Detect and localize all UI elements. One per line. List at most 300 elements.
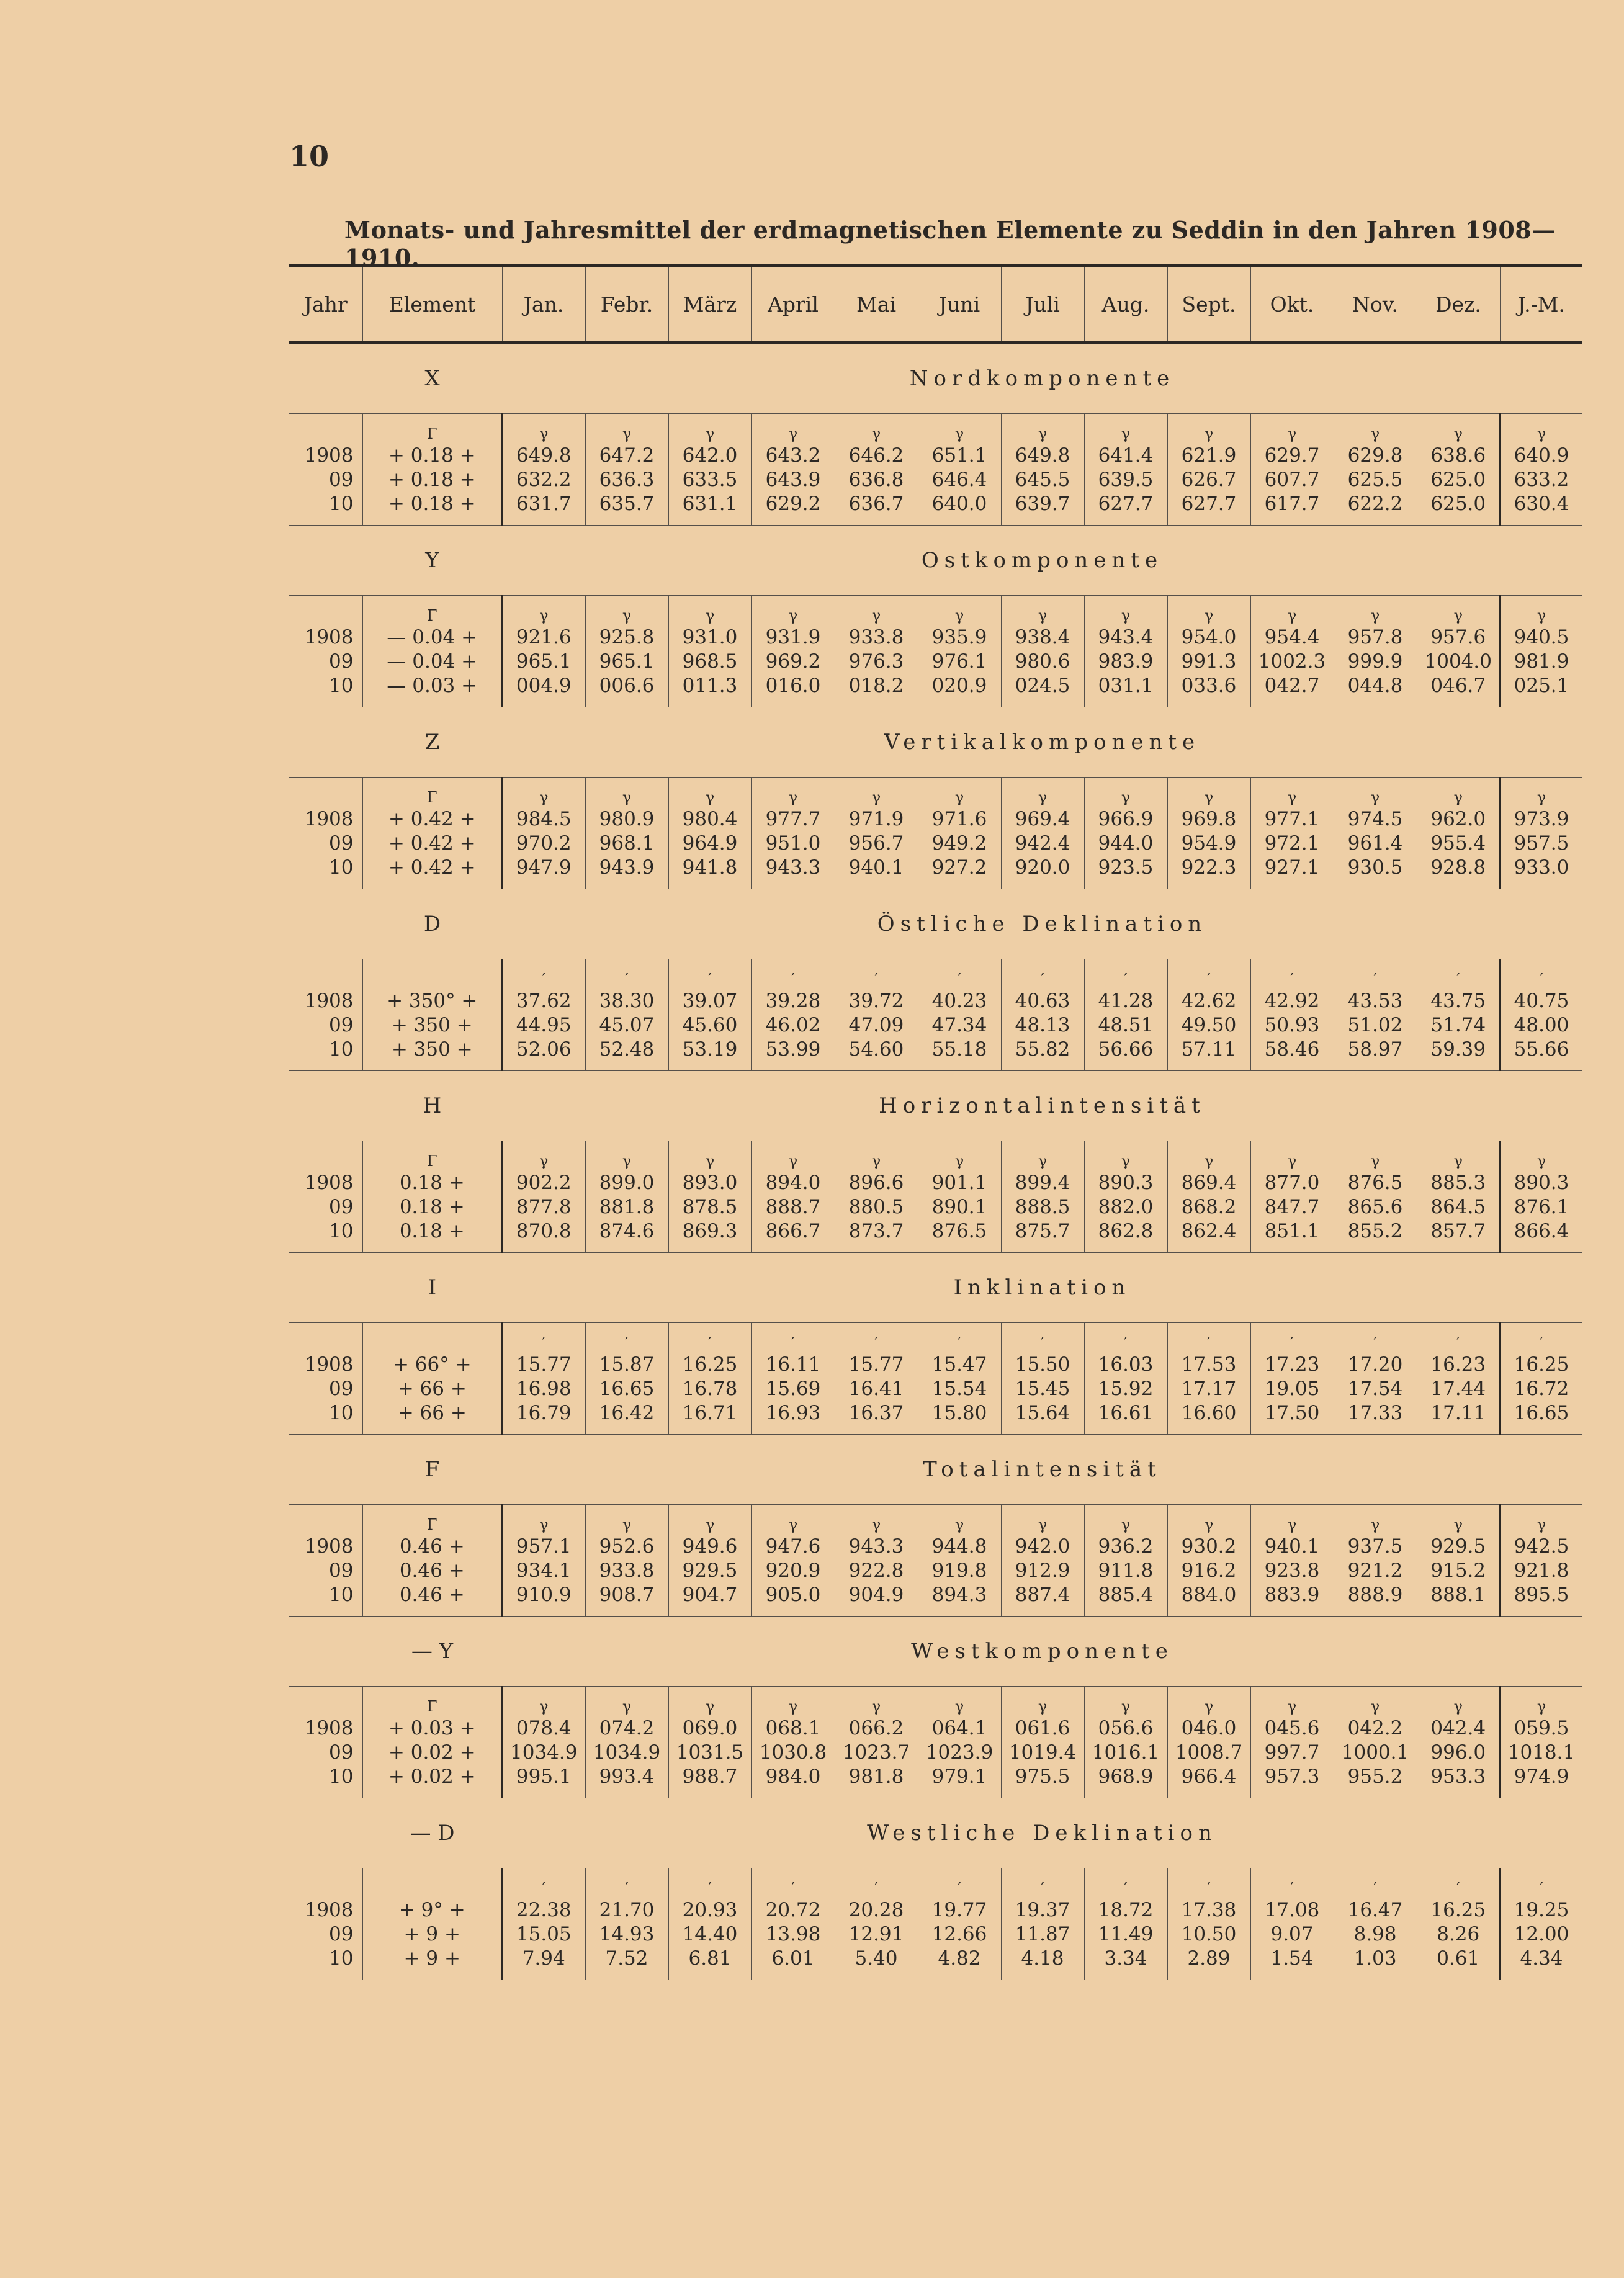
value-cell: 631.7: [502, 491, 585, 526]
unit-value: ′: [668, 1868, 751, 1898]
table-row: [289, 1716, 1582, 1740]
section-spacer: [289, 707, 362, 778]
unit-value: γ: [1334, 596, 1417, 626]
value-cell: 927.2: [918, 855, 1001, 889]
value-cell: 876.5: [918, 1219, 1001, 1253]
unit-value: ′: [1334, 1868, 1417, 1898]
section-spacer: [289, 1798, 362, 1868]
page-number: 10: [289, 140, 330, 173]
unit-value: ′: [1417, 959, 1500, 989]
value-cell: 17.38: [1167, 1898, 1250, 1922]
unit-value: γ: [668, 414, 751, 444]
section-symbol: H: [423, 1093, 442, 1118]
unit-value: ′: [1417, 1323, 1500, 1353]
value-cell: 947.9: [502, 855, 585, 889]
section-name: Inklination: [953, 1275, 1131, 1300]
value-cell: 633.2: [1500, 467, 1582, 491]
section-spacer: [289, 889, 362, 959]
value-cell: 933.8: [585, 1558, 668, 1582]
value-cell: 895.5: [1500, 1582, 1582, 1617]
unit-spacer: [289, 1505, 362, 1535]
value-cell: 15.77: [502, 1352, 585, 1376]
element-cell: + 0.42 +: [362, 855, 502, 889]
value-cell: 981.8: [835, 1764, 918, 1798]
value-cell: 636.7: [835, 491, 918, 526]
value-cell: 943.3: [835, 1534, 918, 1558]
year-cell: 1908: [304, 1353, 354, 1376]
value-cell: 15.80: [918, 1401, 1001, 1435]
section-symbol: Z: [424, 730, 440, 755]
unit-value: ′: [1334, 1323, 1417, 1353]
table-row: [289, 831, 1582, 855]
value-cell: 17.44: [1417, 1376, 1500, 1401]
unit-value: ′: [835, 959, 918, 989]
value-cell: 933.0: [1500, 855, 1582, 889]
value-cell: 617.7: [1250, 491, 1334, 526]
value-cell: 869.3: [668, 1219, 751, 1253]
value-cell: 46.02: [751, 1013, 835, 1037]
unit-value: γ: [751, 1687, 835, 1716]
unit-value: ′: [918, 959, 1001, 989]
value-cell: 15.87: [585, 1352, 668, 1376]
unit-value: γ: [1250, 1505, 1334, 1535]
value-cell: 953.3: [1417, 1764, 1500, 1798]
value-cell: 887.4: [1001, 1582, 1084, 1617]
value-cell: 999.9: [1334, 649, 1417, 673]
value-cell: 056.6: [1084, 1716, 1167, 1740]
value-cell: 981.9: [1500, 649, 1582, 673]
value-cell: 862.4: [1167, 1219, 1250, 1253]
value-cell: 929.5: [668, 1558, 751, 1582]
unit-value: ′: [1417, 1868, 1500, 1898]
value-cell: 976.1: [918, 649, 1001, 673]
unit-value: γ: [1417, 778, 1500, 807]
value-cell: 17.50: [1250, 1401, 1334, 1435]
section-spacer: [289, 1435, 362, 1505]
unit-value: γ: [1084, 1687, 1167, 1716]
value-cell: 910.9: [502, 1582, 585, 1617]
unit-value: γ: [1167, 596, 1250, 626]
value-cell: 925.8: [585, 625, 668, 649]
value-cell: 965.1: [502, 649, 585, 673]
unit-value: γ: [751, 414, 835, 444]
value-cell: 941.8: [668, 855, 751, 889]
value-cell: 0.61: [1417, 1946, 1500, 1980]
value-cell: 862.8: [1084, 1219, 1167, 1253]
year-cell: 1908: [304, 989, 354, 1012]
unit-value: γ: [918, 1505, 1001, 1535]
element-cell: + 66 +: [362, 1401, 502, 1435]
value-cell: 47.34: [918, 1013, 1001, 1037]
value-cell: 949.2: [918, 831, 1001, 855]
value-cell: 966.9: [1084, 807, 1167, 831]
value-cell: 970.2: [502, 831, 585, 855]
element-cell: 0.18 +: [362, 1219, 502, 1253]
table-row: [289, 1922, 1582, 1946]
unit-value: γ: [1500, 414, 1582, 444]
unit-value: γ: [1417, 414, 1500, 444]
value-cell: 059.5: [1500, 1716, 1582, 1740]
value-cell: 14.93: [585, 1922, 668, 1946]
value-cell: 16.61: [1084, 1401, 1167, 1435]
year-cell: 1908: [304, 807, 354, 830]
unit-value: γ: [1001, 414, 1084, 444]
unit-value: γ: [1167, 414, 1250, 444]
value-cell: 951.0: [751, 831, 835, 855]
element-cell: + 66° +: [362, 1352, 502, 1376]
value-cell: 968.9: [1084, 1764, 1167, 1798]
value-cell: 944.0: [1084, 831, 1167, 855]
value-cell: 39.72: [835, 989, 918, 1013]
section-name: Östliche Deklination: [877, 912, 1208, 936]
value-cell: 17.54: [1334, 1376, 1417, 1401]
unit-value: γ: [1417, 1687, 1500, 1716]
unit-value: ′: [585, 959, 668, 989]
value-cell: 877.8: [502, 1195, 585, 1219]
unit-spacer: [289, 778, 362, 807]
unit-value: γ: [1167, 1505, 1250, 1535]
unit-value: γ: [502, 778, 585, 807]
table-row: [289, 1195, 1582, 1219]
value-cell: 632.2: [502, 467, 585, 491]
unit-value: γ: [835, 414, 918, 444]
value-cell: 855.2: [1334, 1219, 1417, 1253]
year-cell: 10: [289, 1764, 362, 1798]
unit-value: γ: [751, 1505, 835, 1535]
unit-value: γ: [1084, 778, 1167, 807]
unit-row: [289, 1141, 1582, 1171]
unit-element: Γ: [362, 778, 502, 807]
unit-value: γ: [668, 778, 751, 807]
value-cell: 870.8: [502, 1219, 585, 1253]
value-cell: 16.98: [502, 1376, 585, 1401]
element-cell: + 0.18 +: [362, 443, 502, 467]
value-cell: 957.8: [1334, 625, 1417, 649]
element-cell: + 0.02 +: [362, 1764, 502, 1798]
value-cell: 944.8: [918, 1534, 1001, 1558]
value-cell: 20.93: [668, 1898, 751, 1922]
value-cell: 15.92: [1084, 1376, 1167, 1401]
value-cell: 51.74: [1417, 1013, 1500, 1037]
value-cell: 21.70: [585, 1898, 668, 1922]
unit-spacer: [289, 1868, 362, 1898]
unit-value: γ: [585, 1687, 668, 1716]
value-cell: 899.4: [1001, 1170, 1084, 1195]
value-cell: 995.1: [502, 1764, 585, 1798]
value-cell: 983.9: [1084, 649, 1167, 673]
element-cell: + 350 +: [362, 1037, 502, 1071]
unit-element: Γ: [362, 596, 502, 626]
value-cell: 1019.4: [1001, 1740, 1084, 1764]
value-cell: 16.41: [835, 1376, 918, 1401]
value-cell: 954.9: [1167, 831, 1250, 855]
value-cell: 068.1: [751, 1716, 835, 1740]
value-cell: 40.23: [918, 989, 1001, 1013]
value-cell: 649.8: [502, 443, 585, 467]
unit-value: ′: [1084, 1323, 1167, 1353]
section-title-row: [289, 343, 1582, 414]
value-cell: 957.3: [1250, 1764, 1334, 1798]
year-cell: 10: [289, 1401, 362, 1435]
unit-value: ′: [668, 959, 751, 989]
year-cell: 1908: [304, 444, 354, 467]
year-cell: 1908: [304, 1171, 354, 1194]
value-cell: 866.7: [751, 1219, 835, 1253]
section-title-row: [289, 1253, 1582, 1323]
value-cell: 55.18: [918, 1037, 1001, 1071]
value-cell: 1008.7: [1167, 1740, 1250, 1764]
element-cell: + 350° +: [362, 989, 502, 1013]
column-header: April: [751, 266, 835, 343]
column-header: Sept.: [1167, 266, 1250, 343]
value-cell: 923.5: [1084, 855, 1167, 889]
value-cell: 16.71: [668, 1401, 751, 1435]
value-cell: 11.87: [1001, 1922, 1084, 1946]
unit-value: ′: [751, 959, 835, 989]
unit-value: γ: [1417, 1141, 1500, 1171]
value-cell: 6.81: [668, 1946, 751, 1980]
value-cell: 13.98: [751, 1922, 835, 1946]
unit-value: γ: [1417, 596, 1500, 626]
table-row: [289, 1558, 1582, 1582]
value-cell: 875.7: [1001, 1219, 1084, 1253]
section-name: Totalintensität: [923, 1457, 1162, 1482]
value-cell: 1.54: [1250, 1946, 1334, 1980]
section-spacer: [289, 526, 362, 596]
table-row: [289, 1013, 1582, 1037]
value-cell: 024.5: [1001, 673, 1084, 707]
value-cell: 061.6: [1001, 1716, 1084, 1740]
value-cell: 37.62: [502, 989, 585, 1013]
value-cell: 57.11: [1167, 1037, 1250, 1071]
value-cell: 920.9: [751, 1558, 835, 1582]
value-cell: 888.1: [1417, 1582, 1500, 1617]
column-header: Mai: [835, 266, 918, 343]
column-header: Okt.: [1250, 266, 1334, 343]
value-cell: 631.1: [668, 491, 751, 526]
value-cell: 9.07: [1250, 1922, 1334, 1946]
unit-value: ′: [502, 959, 585, 989]
monthly-means-table: [289, 264, 1582, 1980]
value-cell: 876.5: [1334, 1170, 1417, 1195]
unit-value: γ: [835, 1141, 918, 1171]
value-cell: 5.40: [835, 1946, 918, 1980]
data-table-container: [289, 264, 1580, 1980]
value-cell: 888.7: [751, 1195, 835, 1219]
section-title-row: [289, 1435, 1582, 1505]
year-cell: 09: [329, 832, 354, 854]
value-cell: 937.5: [1334, 1534, 1417, 1558]
value-cell: 919.8: [918, 1558, 1001, 1582]
unit-value: γ: [1084, 414, 1167, 444]
value-cell: 878.5: [668, 1195, 751, 1219]
unit-value: ′: [1334, 959, 1417, 989]
value-cell: 896.6: [835, 1170, 918, 1195]
year-cell: 1908: [304, 626, 354, 648]
table-row: [289, 625, 1582, 649]
element-cell: + 0.03 +: [362, 1716, 502, 1740]
unit-value: ′: [1084, 959, 1167, 989]
value-cell: 957.1: [502, 1534, 585, 1558]
value-cell: 018.2: [835, 673, 918, 707]
table-row: [289, 855, 1582, 889]
unit-value: γ: [1250, 414, 1334, 444]
element-cell: 0.18 +: [362, 1195, 502, 1219]
value-cell: 17.20: [1334, 1352, 1417, 1376]
value-cell: 888.9: [1334, 1582, 1417, 1617]
element-cell: + 350 +: [362, 1013, 502, 1037]
unit-value: ′: [918, 1868, 1001, 1898]
value-cell: 629.8: [1334, 443, 1417, 467]
value-cell: 16.25: [668, 1352, 751, 1376]
value-cell: 885.3: [1417, 1170, 1500, 1195]
table-row: [289, 1170, 1582, 1195]
value-cell: 45.60: [668, 1013, 751, 1037]
unit-value: ′: [1500, 1868, 1582, 1898]
value-cell: 877.0: [1250, 1170, 1334, 1195]
table-row: [289, 1534, 1582, 1558]
value-cell: 19.77: [918, 1898, 1001, 1922]
value-cell: 48.13: [1001, 1013, 1084, 1037]
element-cell: — 0.04 +: [362, 649, 502, 673]
value-cell: 969.2: [751, 649, 835, 673]
value-cell: 12.66: [918, 1922, 1001, 1946]
element-cell: 0.18 +: [362, 1170, 502, 1195]
unit-spacer: [289, 596, 362, 626]
unit-value: γ: [918, 1141, 1001, 1171]
column-header: J.-M.: [1500, 266, 1582, 343]
unit-row: [289, 959, 1582, 989]
value-cell: 39.07: [668, 989, 751, 1013]
unit-value: ′: [1084, 1868, 1167, 1898]
table-row: [289, 1401, 1582, 1435]
value-cell: 6.01: [751, 1946, 835, 1980]
value-cell: 956.7: [835, 831, 918, 855]
value-cell: 993.4: [585, 1764, 668, 1798]
element-cell: — 0.04 +: [362, 625, 502, 649]
section-title-row: [289, 1798, 1582, 1868]
unit-value: γ: [835, 596, 918, 626]
value-cell: 974.5: [1334, 807, 1417, 831]
value-cell: 873.7: [835, 1219, 918, 1253]
value-cell: 16.72: [1500, 1376, 1582, 1401]
value-cell: 19.37: [1001, 1898, 1084, 1922]
value-cell: 881.8: [585, 1195, 668, 1219]
value-cell: 942.0: [1001, 1534, 1084, 1558]
value-cell: 004.9: [502, 673, 585, 707]
unit-element: Γ: [362, 1141, 502, 1171]
value-cell: 935.9: [918, 625, 1001, 649]
value-cell: 904.9: [835, 1582, 918, 1617]
value-cell: 890.3: [1500, 1170, 1582, 1195]
value-cell: 915.2: [1417, 1558, 1500, 1582]
value-cell: 1016.1: [1084, 1740, 1167, 1764]
value-cell: 966.4: [1167, 1764, 1250, 1798]
table-row: [289, 443, 1582, 467]
value-cell: 974.9: [1500, 1764, 1582, 1798]
value-cell: 16.60: [1167, 1401, 1250, 1435]
value-cell: 52.06: [502, 1037, 585, 1071]
section-name: Nordkomponente: [909, 366, 1175, 391]
value-cell: 8.98: [1334, 1922, 1417, 1946]
value-cell: 890.1: [918, 1195, 1001, 1219]
value-cell: 19.05: [1250, 1376, 1334, 1401]
value-cell: 940.5: [1500, 625, 1582, 649]
unit-value: γ: [585, 778, 668, 807]
unit-value: ′: [1167, 959, 1250, 989]
value-cell: 011.3: [668, 673, 751, 707]
unit-value: γ: [751, 1141, 835, 1171]
value-cell: 17.53: [1167, 1352, 1250, 1376]
value-cell: 607.7: [1250, 467, 1334, 491]
value-cell: 16.93: [751, 1401, 835, 1435]
section-name: Westliche Deklination: [867, 1821, 1218, 1845]
column-header: Element: [362, 266, 502, 343]
value-cell: 957.5: [1500, 831, 1582, 855]
value-cell: 17.11: [1417, 1401, 1500, 1435]
value-cell: 921.6: [502, 625, 585, 649]
value-cell: 943.3: [751, 855, 835, 889]
value-cell: 38.30: [585, 989, 668, 1013]
value-cell: 928.8: [1417, 855, 1500, 889]
value-cell: 943.4: [1084, 625, 1167, 649]
value-cell: 929.5: [1417, 1534, 1500, 1558]
value-cell: 045.6: [1250, 1716, 1334, 1740]
value-cell: 12.00: [1500, 1922, 1582, 1946]
value-cell: 904.7: [668, 1582, 751, 1617]
value-cell: 635.7: [585, 491, 668, 526]
value-cell: 078.4: [502, 1716, 585, 1740]
unit-value: γ: [668, 1687, 751, 1716]
value-cell: 43.53: [1334, 989, 1417, 1013]
value-cell: 15.54: [918, 1376, 1001, 1401]
section-title-row: [289, 1617, 1582, 1687]
element-cell: + 0.42 +: [362, 831, 502, 855]
value-cell: 996.0: [1417, 1740, 1500, 1764]
section-symbol: F: [424, 1457, 440, 1482]
value-cell: 622.2: [1334, 491, 1417, 526]
year-cell: 10: [289, 673, 362, 707]
year-cell: 09: [329, 1559, 354, 1582]
value-cell: 069.0: [668, 1716, 751, 1740]
value-cell: 40.75: [1500, 989, 1582, 1013]
value-cell: 1034.9: [502, 1740, 585, 1764]
unit-spacer: [289, 414, 362, 444]
value-cell: 16.65: [585, 1376, 668, 1401]
value-cell: 17.33: [1334, 1401, 1417, 1435]
year-cell: 09: [329, 1195, 354, 1218]
value-cell: 45.07: [585, 1013, 668, 1037]
table-row: [289, 1946, 1582, 1980]
value-cell: 15.69: [751, 1376, 835, 1401]
element-cell: + 9 +: [362, 1922, 502, 1946]
value-cell: 15.05: [502, 1922, 585, 1946]
value-cell: 980.9: [585, 807, 668, 831]
unit-value: ′: [502, 1323, 585, 1353]
value-cell: 643.2: [751, 443, 835, 467]
value-cell: 074.2: [585, 1716, 668, 1740]
value-cell: 4.18: [1001, 1946, 1084, 1980]
unit-value: γ: [835, 1505, 918, 1535]
value-cell: 968.5: [668, 649, 751, 673]
value-cell: 044.8: [1334, 673, 1417, 707]
value-cell: 972.1: [1250, 831, 1334, 855]
value-cell: 957.6: [1417, 625, 1500, 649]
value-cell: 14.40: [668, 1922, 751, 1946]
column-header: Juni: [918, 266, 1001, 343]
table-row: [289, 673, 1582, 707]
value-cell: 54.60: [835, 1037, 918, 1071]
